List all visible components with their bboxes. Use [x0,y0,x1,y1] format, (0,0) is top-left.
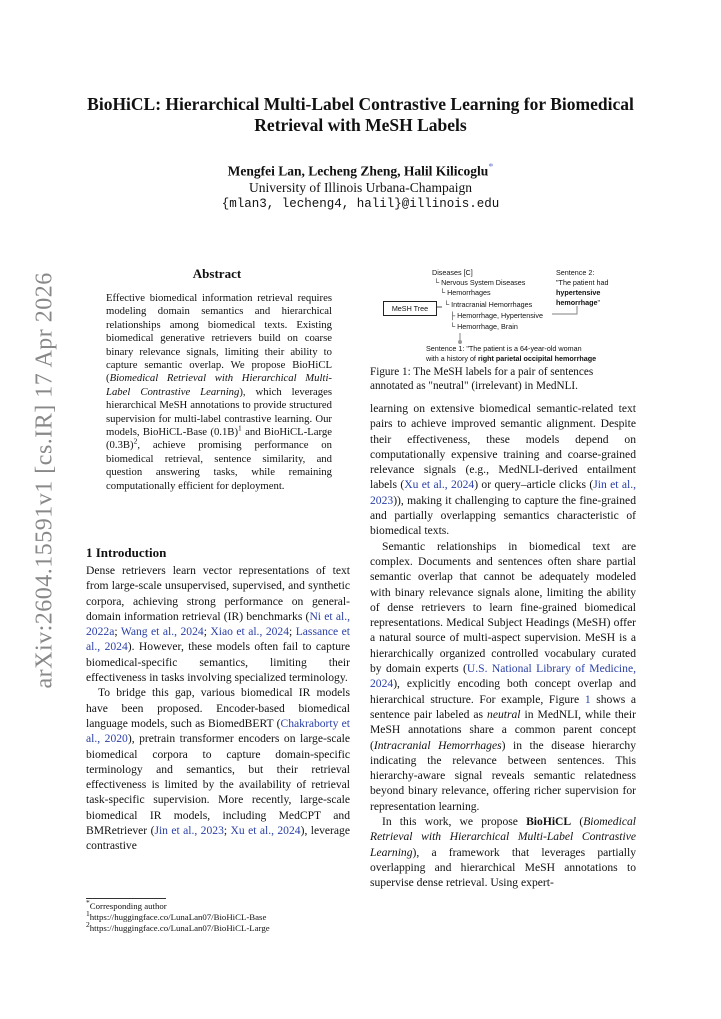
footnote-url[interactable]: https://huggingface.co/LunaLan07/BioHiCL-Base [89,912,267,922]
intro-paragraph-1: Dense retrievers learn vector representations of text from large-scale unsupervised, supervised, and synthetic corpora, achieving strong performance on general-domain information retrieval (IR) benchmarks (Ni et al., 2022a; Wang et al., 2024; Xiao et al., 2024; Lassance et al., 2024). However, these models often fail to capture biomedical-specific semantics, limiting their effectiveness in tasks involving specialized terminology. [86,564,351,685]
citation-link[interactable]: Xu et al., 2024 [404,478,475,492]
citation-link[interactable]: Jin et al., 2023 [154,824,224,838]
tree-node: ├ Hemorrhage, Hypertensive [450,311,543,320]
abstract-text-2: ), which leverages hierarchical MeSH annotations to provide structured supervision for multi-label contrastive learning. Our models, BioHiCL-Base (0.1B) [106,385,332,439]
footnote-divider [86,898,166,899]
intro-paragraph-2: To bridge this gap, various biomedical IR models have been proposed. Encoder-based biomedical language models, such as BiomedBERT (Chakraborty et al., 2020), pretrain transformer encoders on large-scale biomedical corpora to capture domain-specific terminology and semantics, but their retrieval effectiveness is limited by the availability of retrieval task-specific supervision. More recently, large-scale biomedical IR models, including MedCPT and BMRetriever (Jin et al., 2023; Xu et al., 2024), leverage contrastive [86,686,351,853]
footnote-ref-2[interactable]: 2 [133,436,138,446]
abstract-heading: Abstract [192,266,242,281]
sentence-2-label: Sentence 2: [556,268,595,277]
arxiv-id-text: arXiv:2604.15591v1 [cs.IR] 17 Apr 2026 [31,272,58,689]
tree-node: └ Hemorrhages [440,288,491,297]
figure-1-mesh-tree [370,265,636,365]
footnote-1: $^1$https://huggingface.co/LunaLan07/BioHiCL-Base [86,909,267,922]
intro-right-column [370,401,636,891]
right-paragraph-2: Semantic relationships in biomedical text are complex. Documents and sentences often share partial semantic overlap that cannot be adequately modeled with binary relevance signals alone, limiting the ability of dense retrievers to learn fine-grained biomedical representations. Medical Subject Headings (MeSH) offer a natural source of multi-aspect supervision. MeSH is a hierarchically organized controlled vocabulary curated by domain experts (U.S. National Library of Medicine, 2024), explicitly encoding both concept overlap and hierarchical structure. For example, Figure 1 shows a sentence pair labeled as neutral in MedNLI, while their MeSH annotations share a common parent concept (Intracranial Hemorrhages) in the disease hierarchy indicating the relevance between sentences. This hierarchy-aware signal reveals semantic relatedness beyond binary relevance, offering richer supervision for representation learning. [370,539,636,813]
arxiv-identifier [10,272,58,690]
author-list [80,162,641,180]
citation-link[interactable]: Xiao et al., 2024 [210,625,290,639]
title-line-2: Retrieval with MeSH Labels [254,115,467,135]
sentence-2-bold: hypertensive [556,288,601,297]
sentence-1-line-2: with a history of right parietal occipital hemorrhage [426,354,597,363]
citation-link[interactable]: Ni et al., 2022a [86,609,351,639]
citation-link[interactable]: Jin et al., 2023 [370,478,636,507]
citation-link[interactable]: Wang et al., 2024 [120,625,204,639]
citation-link[interactable]: Chakraborty et al., 2020 [86,716,351,746]
footnote-2: $^2$https://huggingface.co/LunaLan07/BioHiCL-Large [86,920,270,933]
tree-node-root: Diseases [C] [432,268,473,277]
footnote-ref-1[interactable]: 1 [238,423,242,433]
citation-link[interactable]: Lassance et al., 2024 [86,625,351,654]
affiliation: University of Illinois Urbana-Champaign [248,180,473,195]
sentence-1-text: Sentence 1: "The patient is a 64-year-old woman [426,344,582,353]
abstract-body [106,292,332,493]
corresponding-mark: * [488,162,494,173]
tree-node: └ Nervous System Diseases [434,278,526,287]
section-heading-introduction: 1 Introduction [86,545,167,560]
footnote-corresponding: *Corresponding author [86,898,167,911]
title-line-1: BioHiCL: Hierarchical Multi-Label Contrastive Learning for Biomedical [87,94,634,114]
right-paragraph-3: In this work, we propose BioHiCL (Biomedical Retrieval with Hierarchical Multi-Label Contrastive Learning), a framework that leverages partially overlapping and hierarchical MeSH annotations to supervise dense retrieval. Using expert- [370,815,636,890]
figure-1-caption: Figure 1: The MeSH labels for a pair of sentences annotated as "neutral" (irrelevant) in MedNLI. [370,366,594,392]
mesh-tree-label: MeSH Tree [383,301,437,316]
tree-node: └ Hemorrhage, Brain [450,322,518,331]
abstract-text-3: and BioHiCL-Large (0.3B) [106,426,332,452]
footnotes [86,898,350,934]
right-paragraph-1: learning on extensive biomedical semantic-related text pairs to achieve improved semantic alignment. Despite their effectiveness, these models depend on computationally expensive training and coarse-grained relevance signals (e.g., MedNLI-derived entailment labels (Xu et al., 2024) or query–article clicks (Jin et al., 2023)), making it challenging to capture the fine-grained and partially overlapping semantics characteristic of biomedical texts. [370,402,636,538]
abstract-text-1: Effective biomedical information retrieval requires modeling domain semantics and hierarchical relationships among biomedical texts. Existing biomedical generative retrievers build on coarse binary relevance signals, limiting their ability to capture semantic overlap. We propose BioHiCL ( [106,292,332,385]
abstract-emphasis: Biomedical Retrieval with Hierarchical Multi-Label Contrastive Learning [106,372,332,398]
authors-text: Mengfei Lan, Lecheng Zheng, Halil Kilicoglu [227,163,489,179]
intro-left-column [86,563,350,854]
sentence-2-end: hemorrhage" [556,298,601,307]
sentence-2-text: "The patient had [556,278,609,287]
citation-link[interactable]: Xu et al., 2024 [230,824,301,838]
footnote-url[interactable]: https://huggingface.co/LunaLan07/BioHiCL-Large [89,923,270,933]
tree-node: └ Intracranial Hemorrhages [444,300,533,309]
paper-title [80,94,641,136]
author-emails: {mlan3, lecheng4, halil}@illinois.edu [221,197,500,211]
abstract-text-4: , achieve promising performance on biomedical retrieval, sentence similarity, and question answering tasks, while remaining computationally efficient for deployment. [106,439,332,492]
figure-ref-link[interactable]: 1 [584,692,591,706]
citation-link[interactable]: U.S. National Library of Medicine, 2024 [370,662,636,691]
